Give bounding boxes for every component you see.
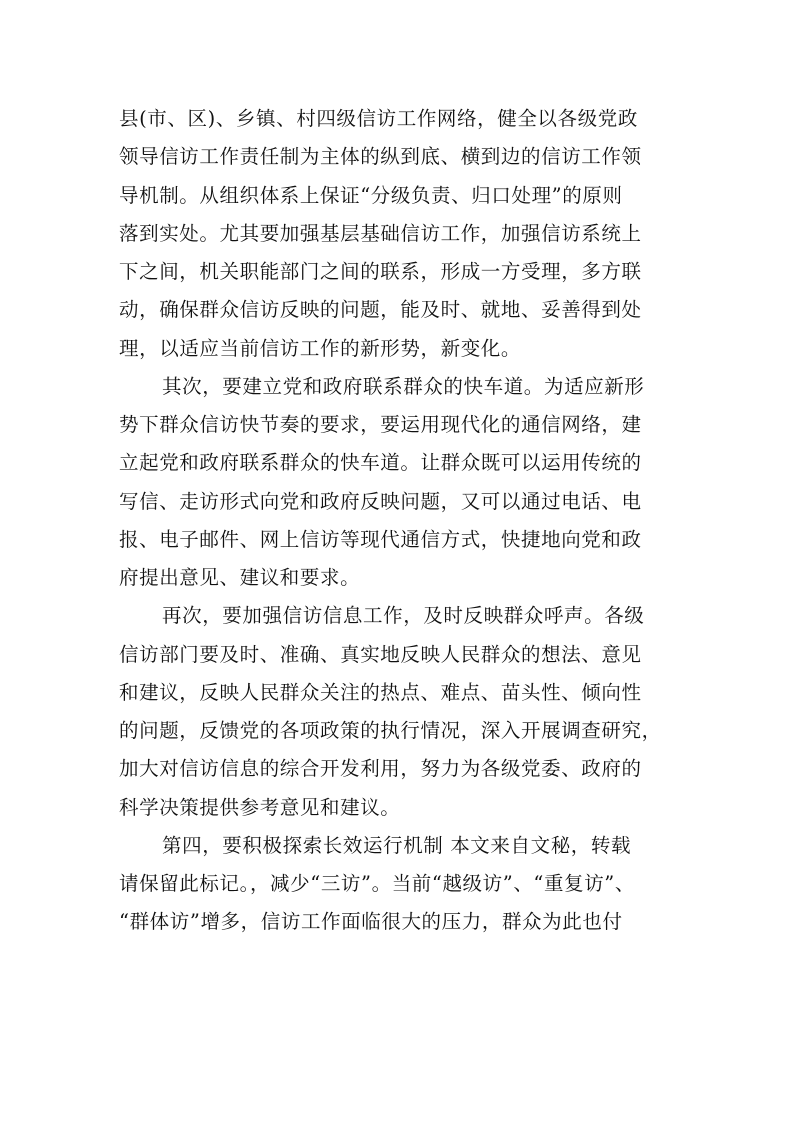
text-line: 动，确保群众信访反映的问题，能及时、就地、妥善得到处 — [119, 298, 642, 321]
paragraph-first-line: 再次，要加强信访信息工作，及时反映群众呼声。各级 — [162, 604, 645, 627]
text-line: 信访部门要及时、准确、真实地反映人民群众的想法、意见 — [119, 643, 642, 666]
text-line: 理，以适应当前信访工作的新形势，新变化。 — [119, 337, 522, 360]
text-line: 领导信访工作责任制为主体的纵到底、横到边的信访工作领 — [119, 145, 642, 168]
text-line: “群体访”增多，信访工作面临很大的压力，群众为此也付 — [119, 910, 623, 933]
text-line: 和建议，反映人民群众关注的热点、难点、苗头性、倾向性 — [119, 681, 642, 704]
paragraph-first-line: 第四，要积极探索长效运行机制 本文来自文秘，转载 — [162, 834, 632, 857]
text-line: 府提出意见、建议和要求。 — [119, 566, 361, 589]
text-line: 立起党和政府联系群众的快车道。让群众既可以运用传统的 — [119, 451, 642, 474]
text-line: 县(市、区)、乡镇、村四级信访工作网络，健全以各级党政 — [119, 107, 638, 130]
text-line: 科学决策提供参考意见和建议。 — [119, 796, 401, 819]
text-line: 请保留此标记。，减少“三访”。当前“越级访”、“重复访”、 — [119, 872, 635, 895]
text-line: 势下群众信访快节奏的要求，要运用现代化的通信网络，建 — [119, 413, 642, 436]
text-line: 写信、走访形式向党和政府反映问题，又可以通过电话、电 — [119, 490, 642, 513]
paragraph-first-line: 其次，要建立党和政府联系群众的快车道。为适应新形 — [162, 375, 645, 398]
text-line: 导机制。从组织体系上保证“分级负责、归口处理”的原则 — [119, 184, 623, 207]
text-line: 报、电子邮件、网上信访等现代通信方式，快捷地向党和政 — [119, 528, 642, 551]
text-line: 落到实处。尤其要加强基层基础信访工作，加强信访系统上 — [119, 222, 642, 245]
text-line: 下之间，机关职能部门之间的联系，形成一方受理，多方联 — [119, 260, 642, 283]
text-line: 加大对信访信息的综合开发利用，努力为各级党委、政府的 — [119, 757, 642, 780]
text-line: 的问题，反馈党的各项政策的执行情况，深入开展调查研究， — [119, 719, 662, 742]
